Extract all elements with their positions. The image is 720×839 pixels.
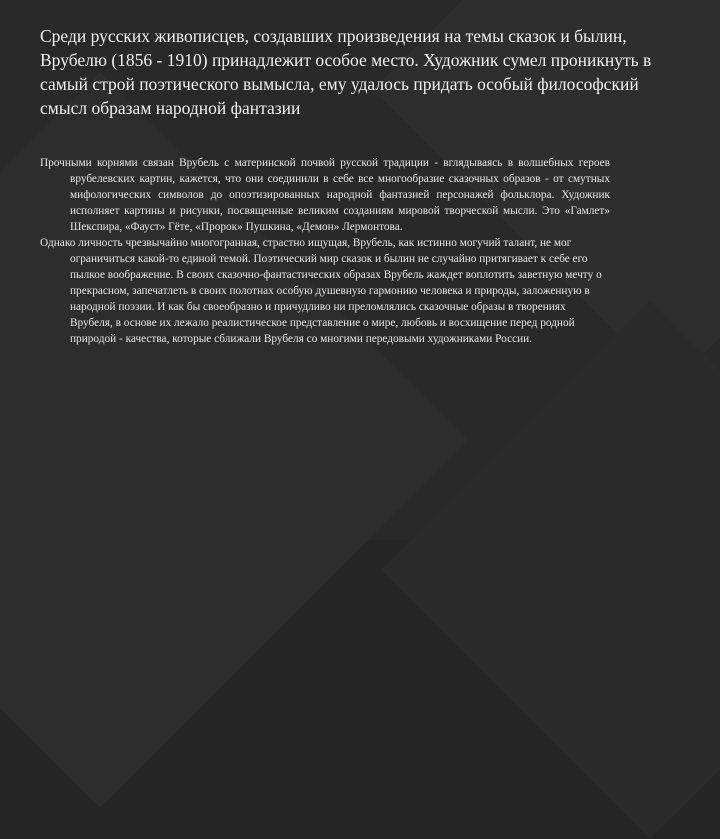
body-paragraph: Однако личность чрезвычайно многогранная, страстно ищущая, Врубель, как истинно могучий талант, не мог ограничиться какой-то единой темой. Поэтический мир сказок и былин не случайно притягивает к себе его пылкое воображение. В своих сказочно-фантастических образах Врубель жаждет воплотить заветную мечту о прекрасном, запечатлеть в своих полотнах особую душевную гармонию человека и природы, заложенную в народной поэзии. И как бы своеобразно и причудливо ни преломлялись сказочные образы в творениях Врубеля, в основе их лежало реалистическое представление о мире, любовь и восхищение перед родной природой - качества, которые сближали Врубеля со многими передовыми художниками России. [40, 237, 602, 345]
slide-body [40, 155, 610, 347]
body-paragraph: Прочными корнями связан Врубель с материнской почвой русской традиции - вглядываясь в волшебных героев врубелевских картин, кажется, что они соединили в себе все многообразие сказочных образов - от смутных мифологических символов до опоэтизированных народной фантазией персонажей фольклора. Художник исполняет картины и рисунки, посвященные великим созданиям мировой творческой мысли. Это «Гамлет» Шекспира, «Фауст» Гёте, «Пророк» Пушкина, «Демон» Лермонтова. [40, 157, 610, 233]
slide-title: Среди русских живописцев, создавших произведения на темы сказок и былин, Врубелю (1856 - 1910) принадлежит особое место. Художник сумел проникнуть в самый строй поэтического вымысла, ему удалось придать особый философский смысл образам народной фантазии [40, 26, 652, 118]
